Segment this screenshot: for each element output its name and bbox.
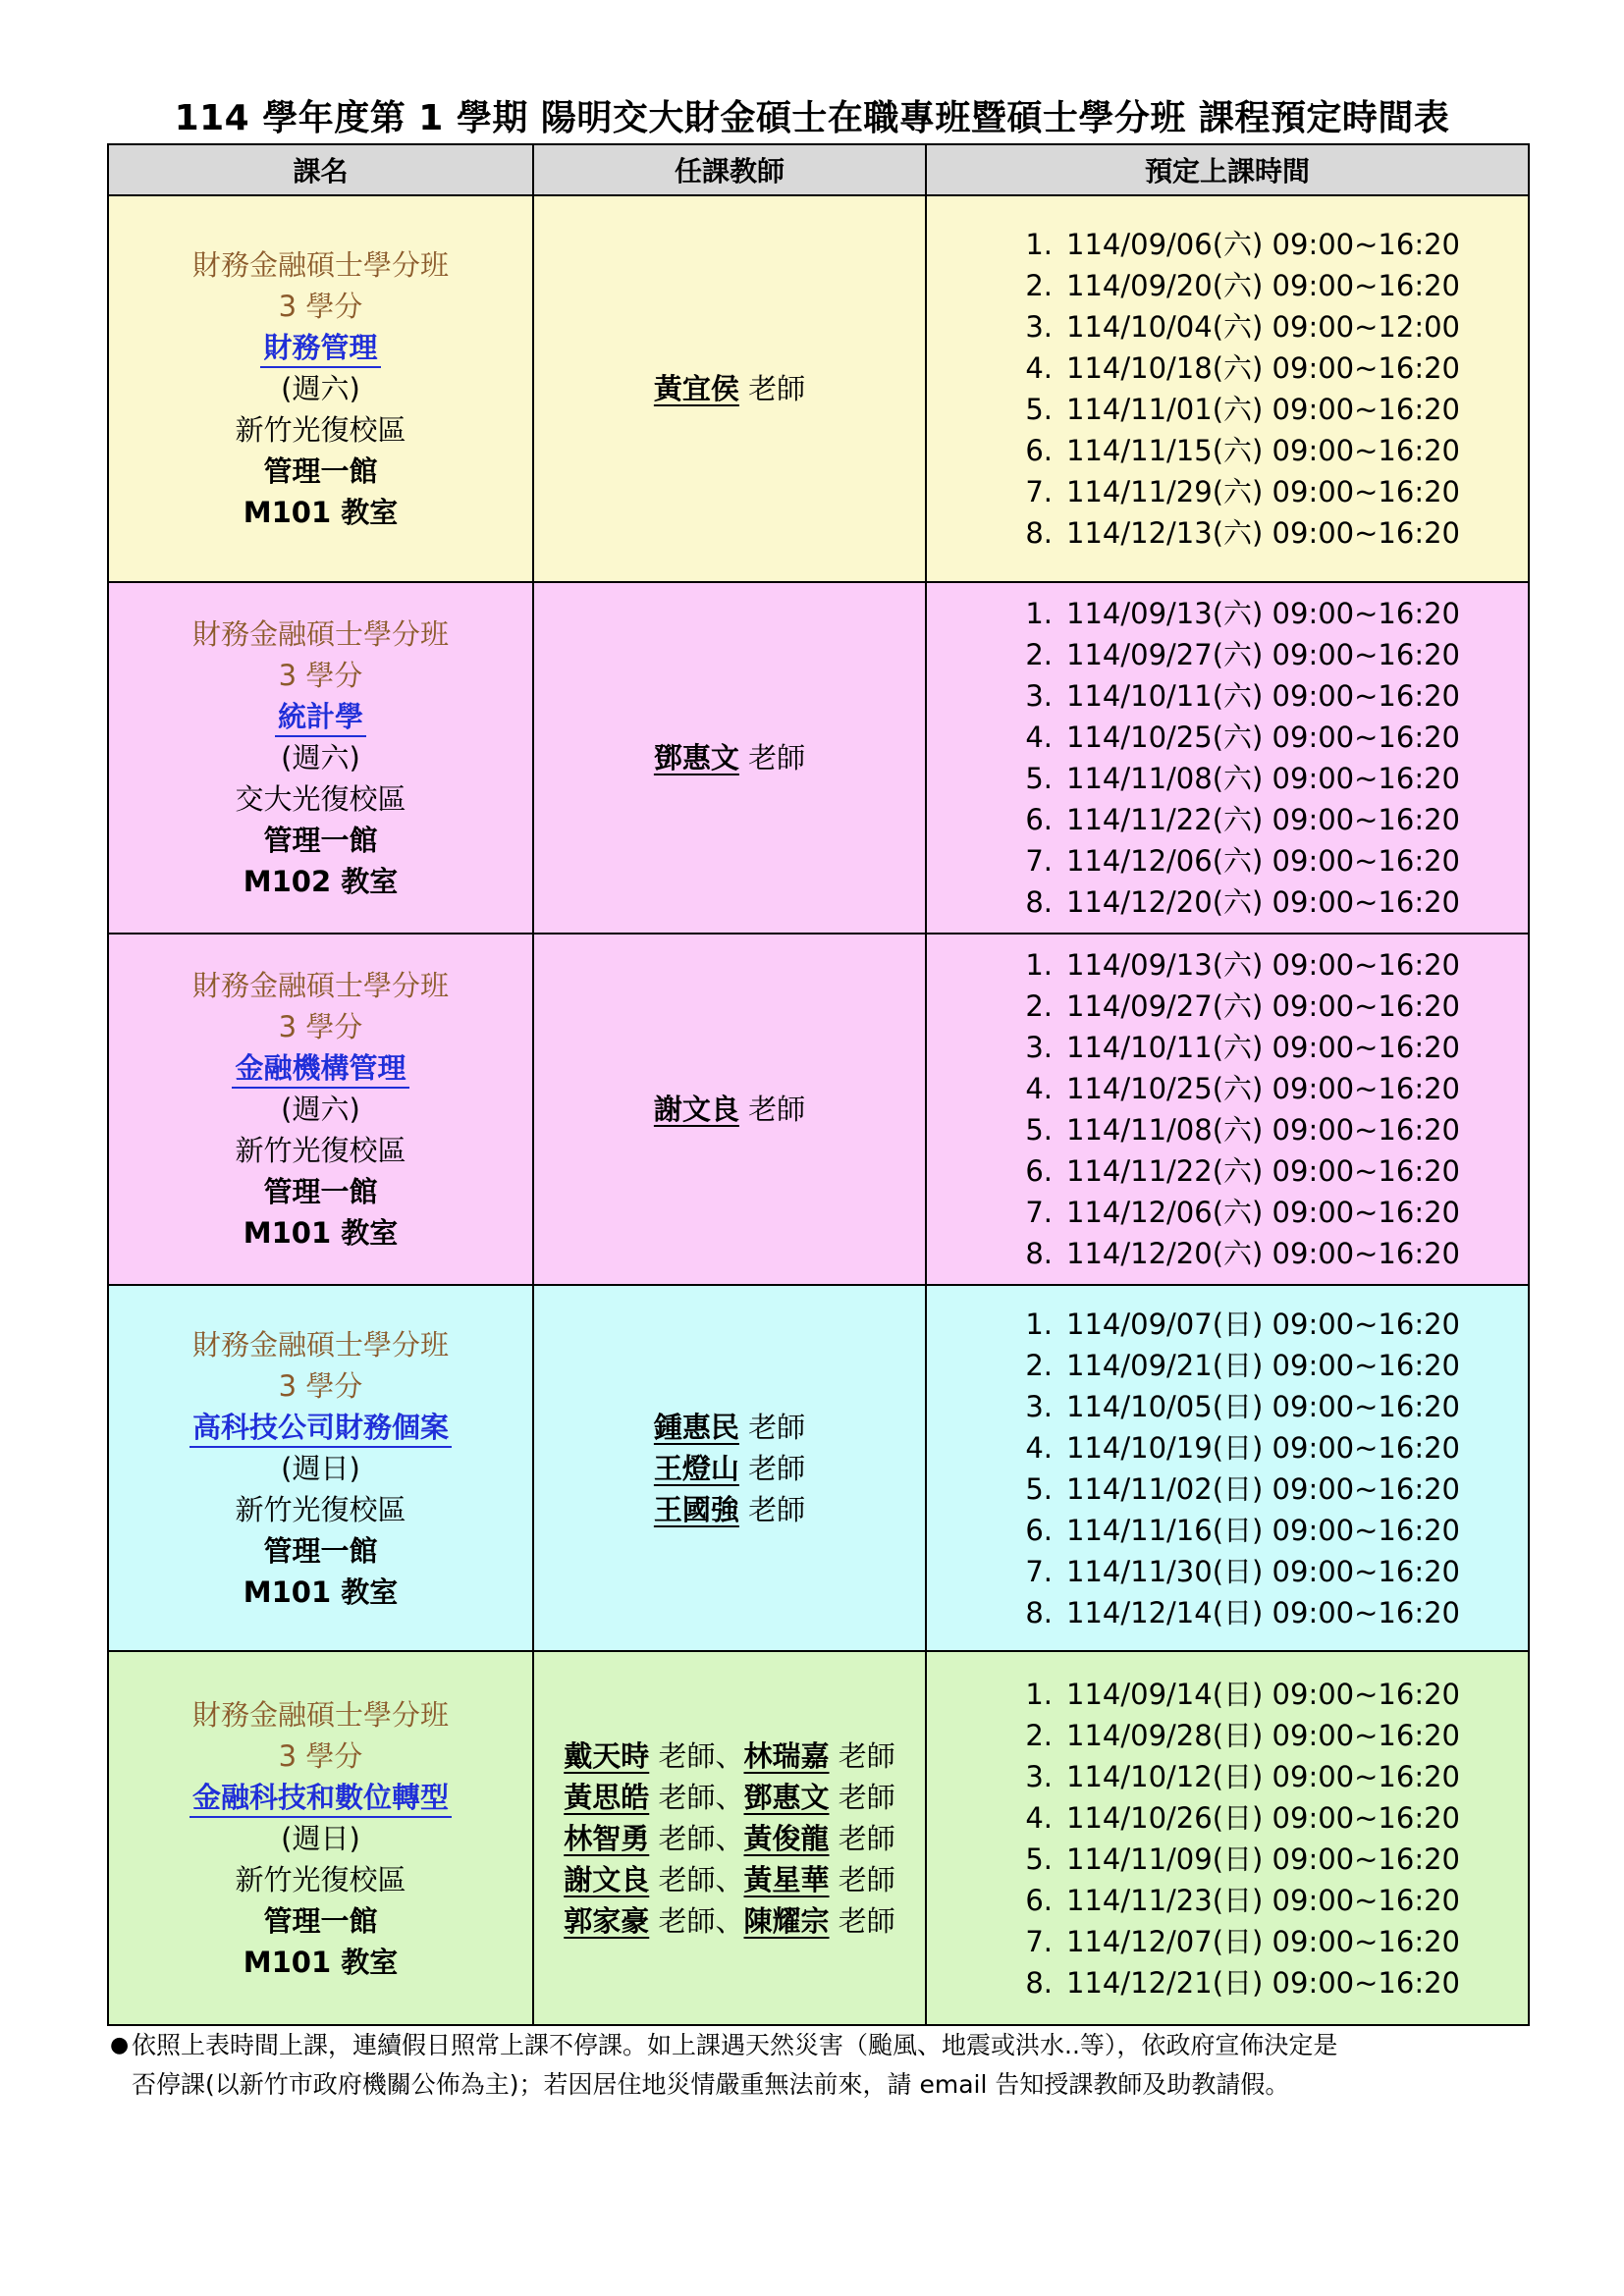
teacher-suffix: 老師 bbox=[748, 372, 806, 405]
date-text: 114/09/21(日) 09:00~16:20 bbox=[1066, 1348, 1460, 1382]
date-item: 8. 114/12/14(日) 09:00~16:20 bbox=[927, 1592, 1528, 1633]
date-item: 1. 114/09/13(六) 09:00~16:20 bbox=[927, 944, 1528, 986]
credits-label: 3 學分 bbox=[278, 1010, 363, 1043]
weekday-label: (週六) bbox=[281, 372, 360, 405]
teacher-cell bbox=[533, 195, 926, 582]
separator: 、 bbox=[715, 1738, 744, 1773]
date-item: 4. 114/10/19(日) 09:00~16:20 bbox=[927, 1427, 1528, 1468]
program-label: 財務金融碩士學分班 bbox=[191, 1327, 449, 1362]
date-text: 114/12/06(六) 09:00~16:20 bbox=[1066, 844, 1460, 878]
weekday-label: (週六) bbox=[281, 1093, 360, 1126]
separator: 、 bbox=[715, 1821, 744, 1855]
date-text: 114/12/13(六) 09:00~16:20 bbox=[1066, 516, 1460, 550]
building-label: 管理一館 bbox=[263, 454, 378, 488]
credits-label: 3 學分 bbox=[278, 1738, 363, 1773]
date-list bbox=[927, 593, 1528, 923]
teacher-cell bbox=[533, 582, 926, 934]
date-item: 4. 114/10/25(六) 09:00~16:20 bbox=[927, 717, 1528, 758]
course-cell bbox=[108, 582, 533, 934]
course-name-link[interactable]: 金融機構管理 bbox=[232, 1049, 408, 1089]
date-text: 114/12/20(六) 09:00~16:20 bbox=[1066, 885, 1460, 919]
table-row bbox=[108, 934, 1529, 1285]
date-item: 5. 114/11/01(六) 09:00~16:20 bbox=[927, 389, 1528, 430]
date-text: 114/10/18(六) 09:00~16:20 bbox=[1066, 351, 1460, 385]
schedule-cell bbox=[926, 582, 1529, 934]
date-text: 114/09/27(六) 09:00~16:20 bbox=[1066, 638, 1460, 671]
teacher-name: 鄧惠文 bbox=[743, 1780, 830, 1814]
room-label: M101 教室 bbox=[243, 1575, 399, 1609]
teacher-entry bbox=[534, 1448, 925, 1489]
program-label: 財務金融碩士學分班 bbox=[191, 969, 449, 1002]
date-item: 4. 114/10/26(日) 09:00~16:20 bbox=[927, 1797, 1528, 1839]
building-label: 管理一館 bbox=[263, 1903, 378, 1938]
date-text: 114/09/06(六) 09:00~16:20 bbox=[1066, 228, 1460, 261]
date-text: 114/11/01(六) 09:00~16:20 bbox=[1066, 393, 1460, 426]
header-schedule: 預定上課時間 bbox=[926, 144, 1529, 195]
date-item: 2. 114/09/21(日) 09:00~16:20 bbox=[927, 1345, 1528, 1386]
date-text: 114/11/08(六) 09:00~16:20 bbox=[1066, 1113, 1460, 1147]
weekday-label: (週日) bbox=[281, 1821, 360, 1855]
teacher-suffix: 老師 bbox=[838, 1780, 895, 1814]
table-row bbox=[108, 582, 1529, 934]
teacher-suffix: 老師 bbox=[838, 1738, 895, 1773]
course-cell bbox=[108, 934, 533, 1285]
date-item: 5. 114/11/02(日) 09:00~16:20 bbox=[927, 1468, 1528, 1510]
date-item: 3. 114/10/12(日) 09:00~16:20 bbox=[927, 1756, 1528, 1797]
teacher-suffix: 老師 bbox=[658, 1821, 716, 1855]
date-text: 114/10/11(六) 09:00~16:20 bbox=[1066, 679, 1460, 713]
date-text: 114/11/09(日) 09:00~16:20 bbox=[1066, 1842, 1460, 1876]
footnote-line: 否停課(以新竹市政府機關公佈為主)；若因居住地災情嚴重無法前來，請 email 告知授課教師及助教請假。 bbox=[132, 2070, 1290, 2099]
date-item: 6. 114/11/22(六) 09:00~16:20 bbox=[927, 1150, 1528, 1192]
date-item: 7. 114/12/06(六) 09:00~16:20 bbox=[927, 1192, 1528, 1233]
date-text: 114/10/05(日) 09:00~16:20 bbox=[1066, 1389, 1460, 1423]
campus-label: 新竹光復校區 bbox=[235, 1492, 406, 1526]
course-name-link[interactable]: 統計學 bbox=[275, 698, 366, 737]
date-list bbox=[927, 944, 1528, 1274]
course-cell bbox=[108, 1651, 533, 2025]
teacher-entry bbox=[534, 1489, 925, 1530]
date-list bbox=[927, 1674, 1528, 2003]
credits-label: 3 學分 bbox=[278, 659, 363, 692]
teacher-entry bbox=[534, 737, 925, 778]
teacher-suffix: 老師 bbox=[748, 1451, 806, 1485]
teacher-name: 林瑞嘉 bbox=[743, 1738, 830, 1773]
date-text: 114/11/30(日) 09:00~16:20 bbox=[1066, 1554, 1460, 1588]
room-label: M101 教室 bbox=[243, 1945, 399, 1979]
date-text: 114/11/22(六) 09:00~16:20 bbox=[1066, 1154, 1460, 1188]
schedule-cell bbox=[926, 1651, 1529, 2025]
date-text: 114/09/20(六) 09:00~16:20 bbox=[1066, 269, 1460, 302]
separator: 、 bbox=[715, 1862, 744, 1896]
teacher-entry bbox=[534, 1089, 925, 1130]
date-text: 114/12/06(六) 09:00~16:20 bbox=[1066, 1196, 1460, 1229]
date-item: 4. 114/10/25(六) 09:00~16:20 bbox=[927, 1068, 1528, 1109]
date-text: 114/09/07(日) 09:00~16:20 bbox=[1066, 1307, 1460, 1341]
course-cell bbox=[108, 1285, 533, 1651]
table-row bbox=[108, 1651, 1529, 2025]
date-text: 114/09/14(日) 09:00~16:20 bbox=[1066, 1677, 1460, 1711]
separator: 、 bbox=[715, 1903, 744, 1938]
program-label: 財務金融碩士學分班 bbox=[191, 248, 449, 282]
page-title: 114 學年度第 1 學期 陽明交大財金碩士在職專班暨碩士學分班 課程預定時間表 bbox=[174, 98, 1450, 138]
footnote-line: 依照上表時間上課，連續假日照常上課不停課。如上課遇天然災害（颱風、地震或洪水..等），依政府宣佈決定是 bbox=[132, 2031, 1338, 2059]
program-label: 財務金融碩士學分班 bbox=[191, 617, 449, 651]
date-item: 1. 114/09/07(日) 09:00~16:20 bbox=[927, 1304, 1528, 1345]
teacher-name: 鍾惠民 bbox=[653, 1410, 739, 1444]
date-text: 114/10/19(日) 09:00~16:20 bbox=[1066, 1430, 1460, 1465]
date-text: 114/10/12(日) 09:00~16:20 bbox=[1066, 1759, 1460, 1793]
header-course: 課名 bbox=[108, 144, 533, 195]
schedule-cell bbox=[926, 1285, 1529, 1651]
date-text: 114/11/08(六) 09:00~16:20 bbox=[1066, 762, 1460, 795]
date-list bbox=[927, 1304, 1528, 1633]
date-text: 114/11/29(六) 09:00~16:20 bbox=[1066, 475, 1460, 508]
teacher-entry bbox=[534, 368, 925, 409]
date-item: 5. 114/11/08(六) 09:00~16:20 bbox=[927, 758, 1528, 799]
date-text: 114/12/20(六) 09:00~16:20 bbox=[1066, 1237, 1460, 1270]
date-list bbox=[927, 224, 1528, 554]
date-item: 7. 114/11/29(六) 09:00~16:20 bbox=[927, 471, 1528, 512]
course-name-link[interactable]: 高科技公司財務個案 bbox=[189, 1409, 452, 1448]
schedule-cell bbox=[926, 195, 1529, 582]
date-item: 6. 114/11/22(六) 09:00~16:20 bbox=[927, 799, 1528, 840]
table-header-row bbox=[108, 144, 1529, 195]
weekday-label: (週六) bbox=[281, 741, 360, 774]
date-text: 114/09/13(六) 09:00~16:20 bbox=[1066, 948, 1460, 982]
program-label: 財務金融碩士學分班 bbox=[191, 1697, 449, 1732]
date-text: 114/11/02(日) 09:00~16:20 bbox=[1066, 1471, 1460, 1506]
teacher-pair bbox=[534, 1735, 925, 1777]
teacher-suffix: 老師 bbox=[748, 1410, 806, 1444]
teacher-suffix: 老師 bbox=[748, 1492, 806, 1526]
teacher-name: 郭家豪 bbox=[564, 1903, 650, 1938]
campus-label: 交大光復校區 bbox=[235, 782, 406, 816]
teacher-suffix: 老師 bbox=[748, 1093, 806, 1126]
teacher-name: 林智勇 bbox=[564, 1821, 650, 1855]
date-item: 8. 114/12/20(六) 09:00~16:20 bbox=[927, 1233, 1528, 1274]
date-item: 1. 114/09/13(六) 09:00~16:20 bbox=[927, 593, 1528, 634]
teacher-name: 謝文良 bbox=[653, 1093, 739, 1126]
teacher-cell bbox=[533, 1285, 926, 1651]
date-text: 114/11/15(六) 09:00~16:20 bbox=[1066, 434, 1460, 467]
date-item: 7. 114/12/07(日) 09:00~16:20 bbox=[927, 1921, 1528, 1962]
date-item: 2. 114/09/20(六) 09:00~16:20 bbox=[927, 265, 1528, 306]
teacher-suffix: 老師 bbox=[838, 1862, 895, 1896]
date-text: 114/09/27(六) 09:00~16:20 bbox=[1066, 989, 1460, 1023]
date-item: 7. 114/11/30(日) 09:00~16:20 bbox=[927, 1551, 1528, 1592]
teacher-suffix: 老師 bbox=[748, 741, 806, 774]
room-label: M102 教室 bbox=[243, 865, 399, 898]
teacher-pair bbox=[534, 1777, 925, 1818]
teacher-name: 鄧惠文 bbox=[653, 741, 739, 774]
date-item: 2. 114/09/28(日) 09:00~16:20 bbox=[927, 1715, 1528, 1756]
teacher-name: 黃宜侯 bbox=[653, 372, 739, 405]
teacher-name: 黃思皓 bbox=[564, 1780, 650, 1814]
course-name-link[interactable]: 財務管理 bbox=[260, 329, 380, 368]
teacher-pair bbox=[534, 1818, 925, 1859]
date-item: 6. 114/11/23(日) 09:00~16:20 bbox=[927, 1880, 1528, 1921]
date-text: 114/12/07(日) 09:00~16:20 bbox=[1066, 1924, 1460, 1958]
header-teacher: 任課教師 bbox=[533, 144, 926, 195]
campus-label: 新竹光復校區 bbox=[235, 1862, 406, 1896]
date-item: 3. 114/10/05(日) 09:00~16:20 bbox=[927, 1386, 1528, 1427]
date-item: 8. 114/12/20(六) 09:00~16:20 bbox=[927, 881, 1528, 923]
weekday-label: (週日) bbox=[281, 1451, 360, 1485]
date-item: 3. 114/10/11(六) 09:00~16:20 bbox=[927, 1027, 1528, 1068]
date-text: 114/11/23(日) 09:00~16:20 bbox=[1066, 1883, 1460, 1917]
date-item: 5. 114/11/09(日) 09:00~16:20 bbox=[927, 1839, 1528, 1880]
campus-label: 新竹光復校區 bbox=[235, 1134, 406, 1167]
date-item: 4. 114/10/18(六) 09:00~16:20 bbox=[927, 347, 1528, 389]
date-text: 114/11/22(六) 09:00~16:20 bbox=[1066, 803, 1460, 836]
date-item: 6. 114/11/16(日) 09:00~16:20 bbox=[927, 1510, 1528, 1551]
date-text: 114/11/16(日) 09:00~16:20 bbox=[1066, 1513, 1460, 1547]
teacher-name: 戴天時 bbox=[564, 1738, 650, 1773]
teacher-name: 王國強 bbox=[653, 1492, 739, 1526]
date-text: 114/12/21(日) 09:00~16:20 bbox=[1066, 1965, 1460, 2000]
teacher-name: 王燈山 bbox=[653, 1451, 739, 1485]
teacher-suffix: 老師 bbox=[838, 1903, 895, 1938]
date-item: 5. 114/11/08(六) 09:00~16:20 bbox=[927, 1109, 1528, 1150]
table-row bbox=[108, 1285, 1529, 1651]
date-item: 6. 114/11/15(六) 09:00~16:20 bbox=[927, 430, 1528, 471]
date-text: 114/12/14(日) 09:00~16:20 bbox=[1066, 1595, 1460, 1629]
date-item: 8. 114/12/13(六) 09:00~16:20 bbox=[927, 512, 1528, 554]
date-item: 1. 114/09/06(六) 09:00~16:20 bbox=[927, 224, 1528, 265]
teacher-suffix: 老師 bbox=[658, 1738, 716, 1773]
teacher-entry bbox=[534, 1407, 925, 1448]
teacher-suffix: 老師 bbox=[658, 1862, 716, 1896]
schedule-table bbox=[107, 143, 1530, 2026]
date-text: 114/09/13(六) 09:00~16:20 bbox=[1066, 597, 1460, 630]
date-text: 114/10/25(六) 09:00~16:20 bbox=[1066, 1072, 1460, 1105]
date-text: 114/10/26(日) 09:00~16:20 bbox=[1066, 1800, 1460, 1835]
teacher-suffix: 老師 bbox=[658, 1780, 716, 1814]
credits-label: 3 學分 bbox=[278, 290, 363, 323]
teacher-cell bbox=[533, 934, 926, 1285]
table-row bbox=[108, 195, 1529, 582]
date-item: 2. 114/09/27(六) 09:00~16:20 bbox=[927, 634, 1528, 675]
date-text: 114/10/04(六) 09:00~12:00 bbox=[1066, 310, 1460, 344]
schedule-cell bbox=[926, 934, 1529, 1285]
teacher-name: 黃星華 bbox=[743, 1862, 830, 1896]
date-item: 1. 114/09/14(日) 09:00~16:20 bbox=[927, 1674, 1528, 1715]
teacher-name: 黃俊龍 bbox=[743, 1821, 830, 1855]
course-name-link[interactable]: 金融科技和數位轉型 bbox=[189, 1779, 452, 1818]
teacher-cell bbox=[533, 1651, 926, 2025]
teacher-pair bbox=[534, 1900, 925, 1942]
teacher-name: 謝文良 bbox=[564, 1862, 650, 1896]
bullet-icon: ● bbox=[110, 2033, 130, 2057]
building-label: 管理一館 bbox=[263, 1175, 378, 1208]
date-item: 3. 114/10/04(六) 09:00~12:00 bbox=[927, 306, 1528, 347]
date-text: 114/10/11(六) 09:00~16:20 bbox=[1066, 1031, 1460, 1064]
room-label: M101 教室 bbox=[243, 496, 399, 529]
course-cell bbox=[108, 195, 533, 582]
date-item: 8. 114/12/21(日) 09:00~16:20 bbox=[927, 1962, 1528, 2003]
credits-label: 3 學分 bbox=[278, 1368, 363, 1403]
date-item: 3. 114/10/11(六) 09:00~16:20 bbox=[927, 675, 1528, 717]
teacher-name: 陳耀宗 bbox=[743, 1903, 830, 1938]
teacher-suffix: 老師 bbox=[838, 1821, 895, 1855]
footnote bbox=[110, 2026, 1526, 2105]
room-label: M101 教室 bbox=[243, 1216, 399, 1250]
date-item: 2. 114/09/27(六) 09:00~16:20 bbox=[927, 986, 1528, 1027]
date-text: 114/09/28(日) 09:00~16:20 bbox=[1066, 1718, 1460, 1752]
separator: 、 bbox=[715, 1780, 744, 1814]
campus-label: 新竹光復校區 bbox=[235, 413, 406, 447]
date-text: 114/10/25(六) 09:00~16:20 bbox=[1066, 721, 1460, 754]
date-item: 7. 114/12/06(六) 09:00~16:20 bbox=[927, 840, 1528, 881]
teacher-pair bbox=[534, 1859, 925, 1900]
teacher-suffix: 老師 bbox=[658, 1903, 716, 1938]
building-label: 管理一館 bbox=[263, 1533, 378, 1568]
building-label: 管理一館 bbox=[263, 824, 378, 857]
